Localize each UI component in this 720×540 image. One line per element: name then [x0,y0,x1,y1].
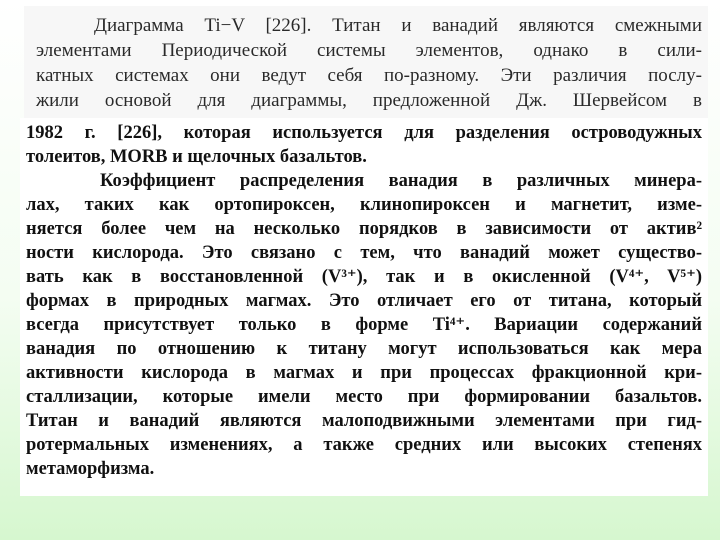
text-line: Диаграмма Ti−V [226]. Титан и ванадий являются смежными [94,15,702,36]
text-line: жили основой для диаграммы, предложенной Дж. Шервейсом в [36,90,702,111]
text-line: Коэффициент распределения ванадия в различных минера- [100,171,702,191]
text-line: метаморфизма. [26,459,155,479]
text-line: ванадия по отношению к титану могут использоваться как мера [26,339,702,359]
text-line: лах, таких как ортопироксен, клинопироксен и магнетит, изме- [26,195,702,215]
text-line: 1982 г. [226], которая используется для разделения островодужных [26,123,702,143]
text-line: катных системах они ведут себя по-разному. Эти различия послу- [36,65,702,86]
text-line: формах в природных магмах. Это отличает его от титана, который [26,291,702,311]
text-line: сталлизации, которые имели место при формировании базальтов. [26,387,702,407]
text-line: Титан и ванадий являются малоподвижными элементами при гид- [26,411,702,431]
text-line: элементами Периодической системы элементов, однако в сили- [36,40,702,61]
scan-fragment-main [20,118,708,496]
text-line: всегда присутствует только в форме Ti⁴⁺. Вариации содержаний [26,315,702,335]
text-line: толеитов, MORB и щелочных базальтов. [26,147,367,167]
scan-fragment-top [24,6,708,118]
text-line: активности кислорода в магмах и при процессах фракционной кри- [26,363,702,383]
text-line: ности кислорода. Это связано с тем, что ванадий может существо- [26,243,702,263]
text-line: вать как в восстановленной (V³⁺), так и в окисленной (V⁴⁺, V⁵⁺) [26,267,702,287]
text-line: ротермальных изменениях, а также средних или высоких степенях [26,435,702,455]
text-line: няется более чем на несколько порядков в зависимости от актив² [26,219,702,239]
